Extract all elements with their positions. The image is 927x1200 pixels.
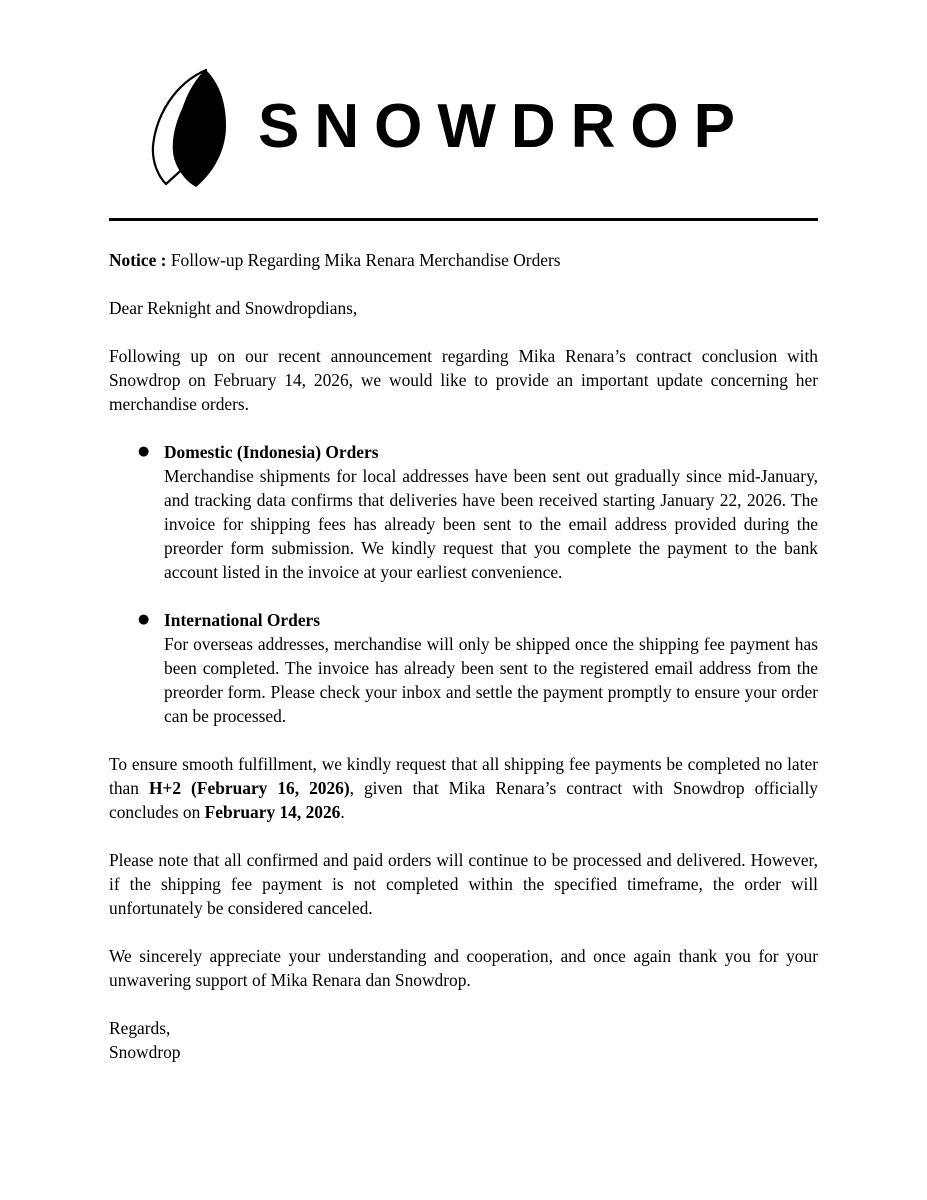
deadline-text-1: To ensure smooth fulfillment, we kindly request that all shipping fee payments be completed no later than	[109, 754, 818, 798]
closing: Regards,	[109, 1018, 171, 1038]
notice-subject: Follow-up Regarding Mika Renara Merchandise Orders	[170, 250, 561, 270]
order-sections	[109, 440, 818, 728]
snowdrop-petal-icon	[150, 66, 230, 191]
deadline-paragraph	[109, 752, 818, 824]
deadline-text-2: , given that Mika Renara’s contract with Snowdrop officially concludes on	[109, 778, 819, 822]
signoff	[109, 1016, 818, 1064]
note-paragraph: Please note that all confirmed and paid orders will continue to be processed and delivered. However, if the shipping fee payment is not completed within the specified timeframe, the order will unfortunately be considered canceled.	[109, 850, 818, 918]
deadline-date: H+2 (February 16, 2026)	[148, 778, 350, 798]
letterhead	[150, 66, 790, 191]
greeting: Dear Reknight and Snowdropdians,	[109, 298, 358, 318]
list-item-domestic	[109, 440, 818, 584]
letter-body	[109, 248, 818, 1088]
header-divider	[109, 218, 818, 221]
list-item-international	[109, 608, 818, 728]
section-title-domestic: Domestic (Indonesia) Orders	[164, 442, 379, 462]
section-text-international: For overseas addresses, merchandise will only be shipped once the shipping fee payment has been completed. The invoice has already been sent to the registered email address from the preorder form. Please check your inbox and settle the payment promptly to ensure your order can be processed.	[164, 634, 818, 726]
bullet-icon: ●	[138, 444, 150, 459]
intro-paragraph: Following up on our recent announcement regarding Mika Renara’s contract conclusion with Snowdrop on February 14, 2026, we would like to provide an important update concerning her merchandise orders.	[109, 346, 818, 414]
contract-end-date: February 14, 2026	[204, 802, 341, 822]
deadline-text-3: .	[340, 802, 345, 822]
section-text-domestic: Merchandise shipments for local addresses have been sent out gradually since mid-January, and tracking data confirms that deliveries have been received starting January 22, 2026. The invoice for shipping fees has already been sent to the email address provided during the preorder form submission. We kindly request that you complete the payment to the bank account listed in the invoice at your earliest convenience.	[164, 466, 818, 582]
signature: Snowdrop	[109, 1042, 181, 1062]
notice-line	[109, 248, 818, 272]
bullet-icon: ●	[138, 612, 150, 627]
notice-label: Notice :	[109, 250, 167, 270]
brand-wordmark: SNOWDROP	[258, 92, 750, 161]
thanks-paragraph: We sincerely appreciate your understanding and cooperation, and once again thank you for your unwavering support of Mika Renara dan Snowdrop.	[109, 946, 818, 990]
section-title-international: International Orders	[164, 610, 321, 630]
